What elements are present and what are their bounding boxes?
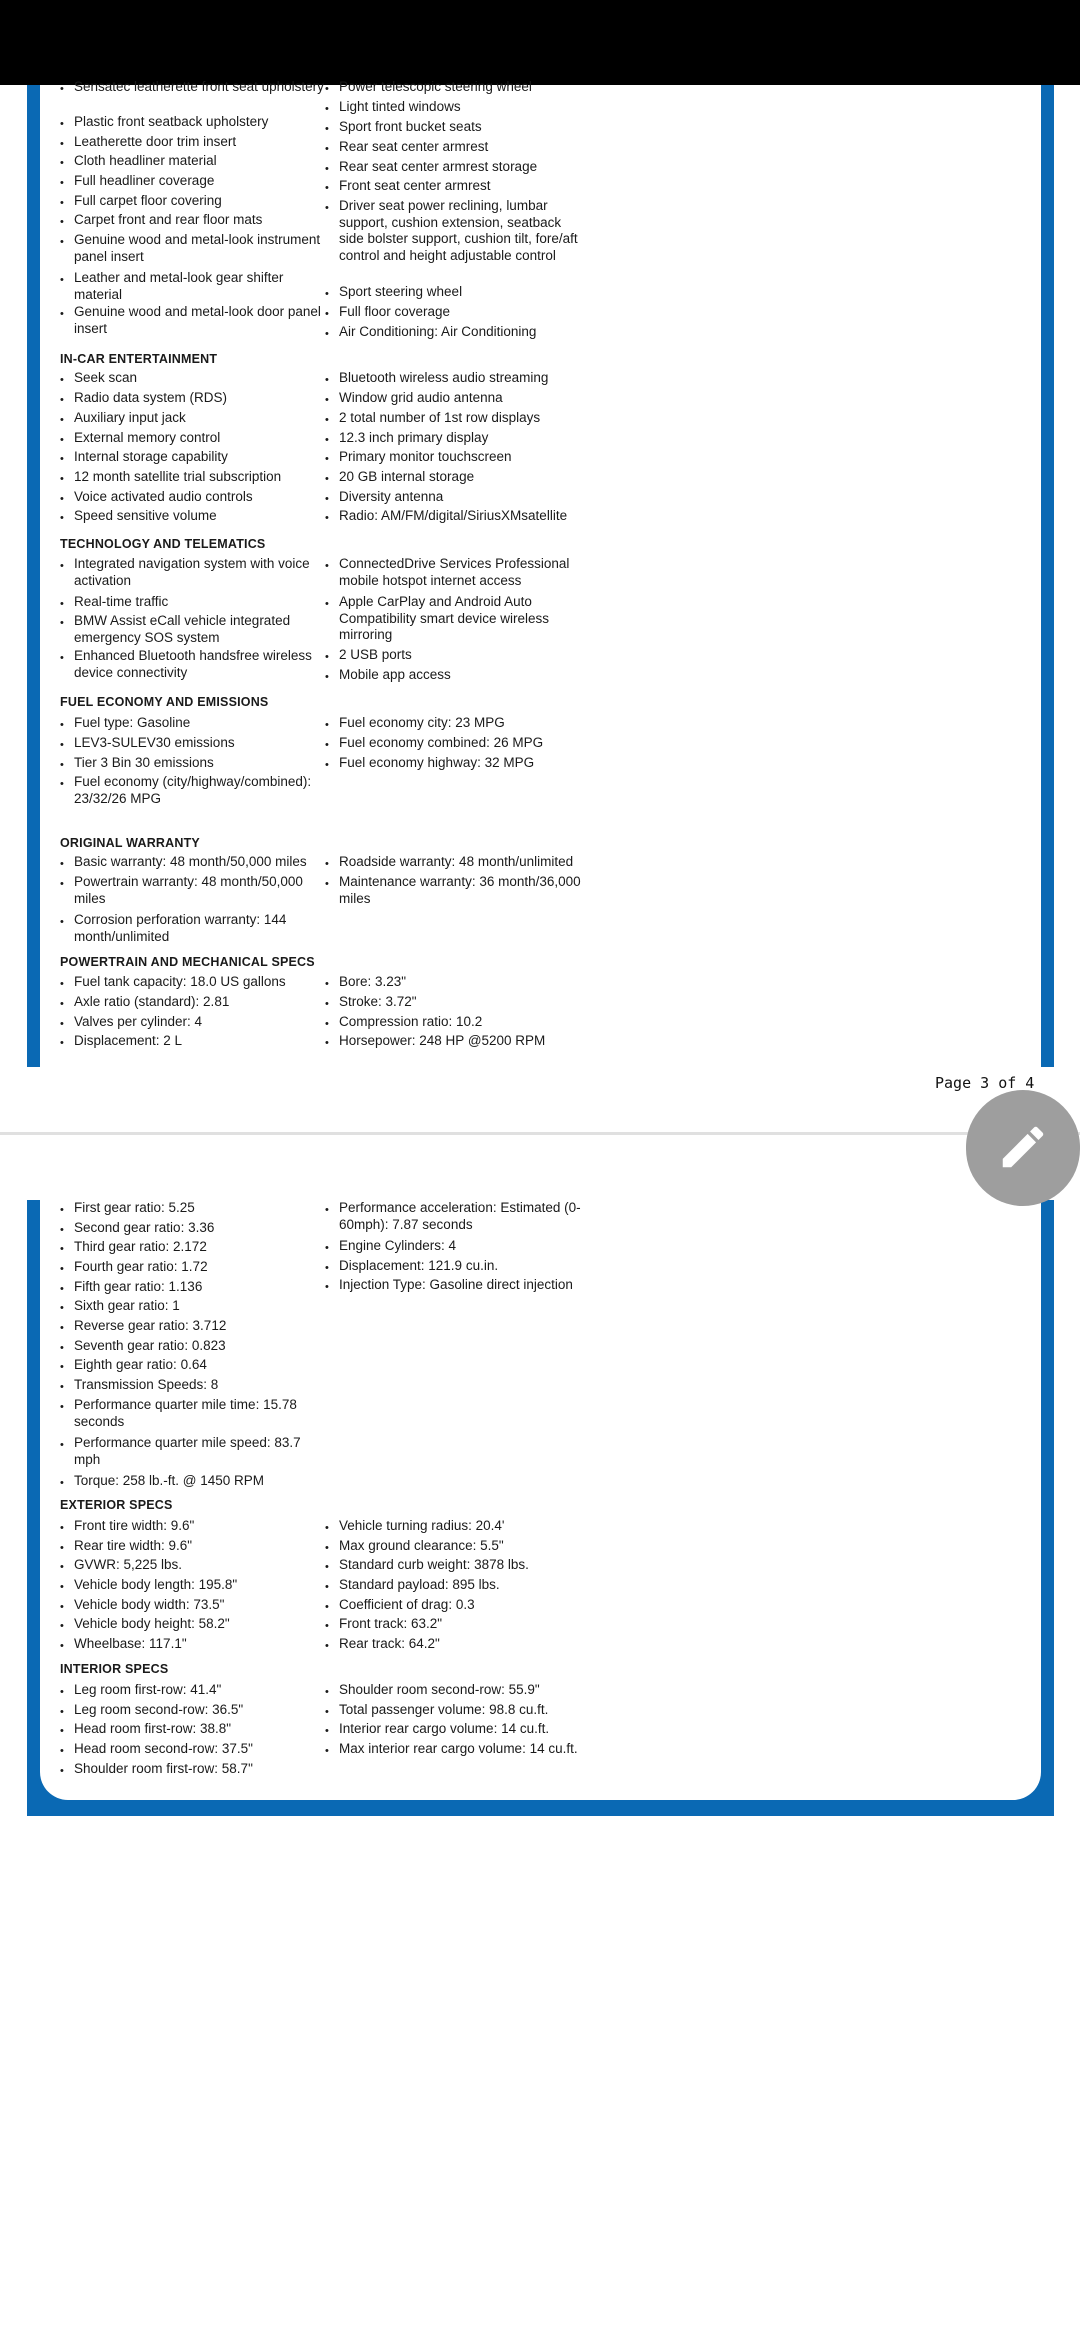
section-heading: ORIGINAL WARRANTY	[60, 836, 200, 850]
spec-item: • Bluetooth wireless audio streaming	[339, 370, 589, 387]
spec-item: • Max interior rear cargo volume: 14 cu.ft.	[339, 1741, 589, 1758]
spec-item: • Corrosion perforation warranty: 144 month/unlimited	[74, 912, 324, 945]
spec-item: • First gear ratio: 5.25	[74, 1200, 324, 1217]
spec-item: • Fourth gear ratio: 1.72	[74, 1259, 324, 1276]
spec-item: • Full floor coverage	[339, 304, 589, 321]
spec-item: • ConnectedDrive Services Professional mobile hotspot internet access	[339, 556, 589, 589]
spec-item: • Injection Type: Gasoline direct injection	[339, 1277, 589, 1294]
spec-item: • Primary monitor touchscreen	[339, 449, 589, 466]
spec-item: • Fuel type: Gasoline	[74, 715, 324, 732]
spec-item: • Sensatec leatherette front seat upholstery	[74, 79, 324, 96]
system-status-bar	[0, 0, 1080, 85]
spec-item: • Diversity antenna	[339, 489, 589, 506]
spec-item: • Torque: 258 lb.-ft. @ 1450 RPM	[74, 1473, 324, 1490]
section-heading: TECHNOLOGY AND TELEMATICS	[60, 537, 266, 551]
spec-item: • Speed sensitive volume	[74, 508, 324, 525]
spec-item: • Vehicle body length: 195.8"	[74, 1577, 324, 1594]
spec-item: • Second gear ratio: 3.36	[74, 1220, 324, 1237]
spec-item: • Seek scan	[74, 370, 324, 387]
page-indicator: Page 3 of 4	[935, 1074, 1035, 1092]
spec-item: • Wheelbase: 117.1"	[74, 1636, 324, 1653]
pencil-icon	[996, 1120, 1050, 1174]
spec-item: • 12.3 inch primary display	[339, 430, 589, 447]
spec-item: • Bore: 3.23"	[339, 974, 589, 991]
spec-item: • Rear seat center armrest storage	[339, 159, 589, 176]
section-heading: POWERTRAIN AND MECHANICAL SPECS	[60, 955, 315, 969]
spec-item: • Basic warranty: 48 month/50,000 miles	[74, 854, 324, 871]
spec-item: • Displacement: 2 L	[74, 1033, 324, 1050]
spec-item: • Enhanced Bluetooth handsfree wireless device connectivity	[74, 648, 324, 681]
spec-item: • Tier 3 Bin 30 emissions	[74, 755, 324, 772]
spec-item: • Standard curb weight: 3878 lbs.	[339, 1557, 589, 1574]
spec-item: • Vehicle turning radius: 20.4'	[339, 1518, 589, 1535]
spec-item: • Sport front bucket seats	[339, 119, 589, 136]
spec-item: • Internal storage capability	[74, 449, 324, 466]
spec-item: • Full carpet floor covering	[74, 193, 324, 210]
spec-item: • 2 USB ports	[339, 647, 589, 664]
spec-item: • Horsepower: 248 HP @5200 RPM	[339, 1033, 589, 1050]
section-heading: INTERIOR SPECS	[60, 1662, 169, 1676]
section-heading: IN-CAR ENTERTAINMENT	[60, 352, 218, 366]
spec-item: • Head room first-row: 38.8"	[74, 1721, 324, 1738]
spec-item: • Engine Cylinders: 4	[339, 1238, 589, 1255]
spec-item: • Full headliner coverage	[74, 173, 324, 190]
spec-item: • Displacement: 121.9 cu.in.	[339, 1258, 589, 1275]
spec-item: • Shoulder room first-row: 58.7"	[74, 1761, 324, 1778]
spec-item: • Apple CarPlay and Android Auto Compatibility smart device wireless mirroring	[339, 594, 589, 644]
document-page-4	[27, 1200, 1054, 1816]
page-content-area	[40, 1200, 1041, 1800]
spec-item: • Leg room first-row: 41.4"	[74, 1682, 324, 1699]
spec-item: • 2 total number of 1st row displays	[339, 410, 589, 427]
spec-item: • Air Conditioning: Air Conditioning	[339, 324, 589, 341]
spec-item: • Leather and metal-look gear shifter material	[74, 270, 324, 303]
spec-item: • Vehicle body width: 73.5"	[74, 1597, 324, 1614]
spec-item: • Performance quarter mile speed: 83.7 mph	[74, 1435, 324, 1468]
spec-item: • Shoulder room second-row: 55.9"	[339, 1682, 589, 1699]
spec-item: • Sport steering wheel	[339, 284, 589, 301]
section-heading: FUEL ECONOMY AND EMISSIONS	[60, 695, 269, 709]
spec-item: • Driver seat power reclining, lumbar support, cushion extension, seatback side bolster support, cushion tilt, fore/aft control and height adjustable control	[339, 198, 589, 264]
section-heading: EXTERIOR SPECS	[60, 1498, 173, 1512]
spec-item: • Reverse gear ratio: 3.712	[74, 1318, 324, 1335]
page-separator	[0, 1132, 1080, 1135]
spec-item: • Leatherette door trim insert	[74, 134, 324, 151]
document-page-3	[27, 79, 1054, 1067]
spec-item: • Light tinted windows	[339, 99, 589, 116]
spec-item: • Fuel economy (city/highway/combined): 23/32/26 MPG	[74, 774, 324, 807]
spec-item: • Fuel economy combined: 26 MPG	[339, 735, 589, 752]
edit-fab-button[interactable]	[966, 1090, 1080, 1206]
spec-item: • Roadside warranty: 48 month/unlimited	[339, 854, 589, 871]
spec-item: • Interior rear cargo volume: 14 cu.ft.	[339, 1721, 589, 1738]
spec-item: • Sixth gear ratio: 1	[74, 1298, 324, 1315]
spec-item: • Stroke: 3.72"	[339, 994, 589, 1011]
spec-item: • Front track: 63.2"	[339, 1616, 589, 1633]
spec-item: • Maintenance warranty: 36 month/36,000 miles	[339, 874, 589, 907]
spec-item: • Max ground clearance: 5.5"	[339, 1538, 589, 1555]
spec-item: • LEV3-SULEV30 emissions	[74, 735, 324, 752]
spec-item: • Axle ratio (standard): 2.81	[74, 994, 324, 1011]
spec-item: • Head room second-row: 37.5"	[74, 1741, 324, 1758]
spec-item: • Integrated navigation system with voice activation	[74, 556, 324, 589]
spec-item: • Compression ratio: 10.2	[339, 1014, 589, 1031]
spec-item: • Voice activated audio controls	[74, 489, 324, 506]
spec-item: • Mobile app access	[339, 667, 589, 684]
spec-item: • Performance quarter mile time: 15.78 seconds	[74, 1397, 324, 1430]
spec-item: • Performance acceleration: Estimated (0-60mph): 7.87 seconds	[339, 1200, 589, 1233]
spec-item: • Plastic front seatback upholstery	[74, 114, 324, 131]
spec-item: • Rear track: 64.2"	[339, 1636, 589, 1653]
spec-item: • BMW Assist eCall vehicle integrated emergency SOS system	[74, 613, 324, 646]
spec-item: • Real-time traffic	[74, 594, 324, 611]
spec-item: • Fuel tank capacity: 18.0 US gallons	[74, 974, 324, 991]
spec-item: • Rear tire width: 9.6"	[74, 1538, 324, 1555]
spec-item: • Fifth gear ratio: 1.136	[74, 1279, 324, 1296]
spec-item: • Vehicle body height: 58.2"	[74, 1616, 324, 1633]
spec-item: • GVWR: 5,225 lbs.	[74, 1557, 324, 1574]
spec-item: • Radio: AM/FM/digital/SiriusXMsatellite	[339, 508, 589, 525]
spec-item: • Window grid audio antenna	[339, 390, 589, 407]
spec-item: • 12 month satellite trial subscription	[74, 469, 324, 486]
spec-item: • Genuine wood and metal-look instrument panel insert	[74, 232, 324, 265]
spec-item: • Fuel economy city: 23 MPG	[339, 715, 589, 732]
spec-item: • Powertrain warranty: 48 month/50,000 miles	[74, 874, 324, 907]
spec-item: • Fuel economy highway: 32 MPG	[339, 755, 589, 772]
spec-item: • Coefficient of drag: 0.3	[339, 1597, 589, 1614]
spec-item: • Front seat center armrest	[339, 178, 589, 195]
spec-item: • Rear seat center armrest	[339, 139, 589, 156]
spec-item: • Front tire width: 9.6"	[74, 1518, 324, 1535]
spec-item: • Total passenger volume: 98.8 cu.ft.	[339, 1702, 589, 1719]
page-content-area	[40, 79, 1041, 1067]
spec-item: • Auxiliary input jack	[74, 410, 324, 427]
spec-item: • Seventh gear ratio: 0.823	[74, 1338, 324, 1355]
spec-item: • Power telescopic steering wheel	[339, 79, 589, 96]
spec-item: • Standard payload: 895 lbs.	[339, 1577, 589, 1594]
spec-item: • External memory control	[74, 430, 324, 447]
spec-item: • Carpet front and rear floor mats	[74, 212, 324, 229]
spec-item: • Leg room second-row: 36.5"	[74, 1702, 324, 1719]
spec-item: • Eighth gear ratio: 0.64	[74, 1357, 324, 1374]
spec-item: • Cloth headliner material	[74, 153, 324, 170]
spec-item: • Radio data system (RDS)	[74, 390, 324, 407]
spec-item: • Third gear ratio: 2.172	[74, 1239, 324, 1256]
spec-item: • Valves per cylinder: 4	[74, 1014, 324, 1031]
spec-item: • 20 GB internal storage	[339, 469, 589, 486]
spec-item: • Genuine wood and metal-look door panel insert	[74, 304, 324, 337]
spec-item: • Transmission Speeds: 8	[74, 1377, 324, 1394]
